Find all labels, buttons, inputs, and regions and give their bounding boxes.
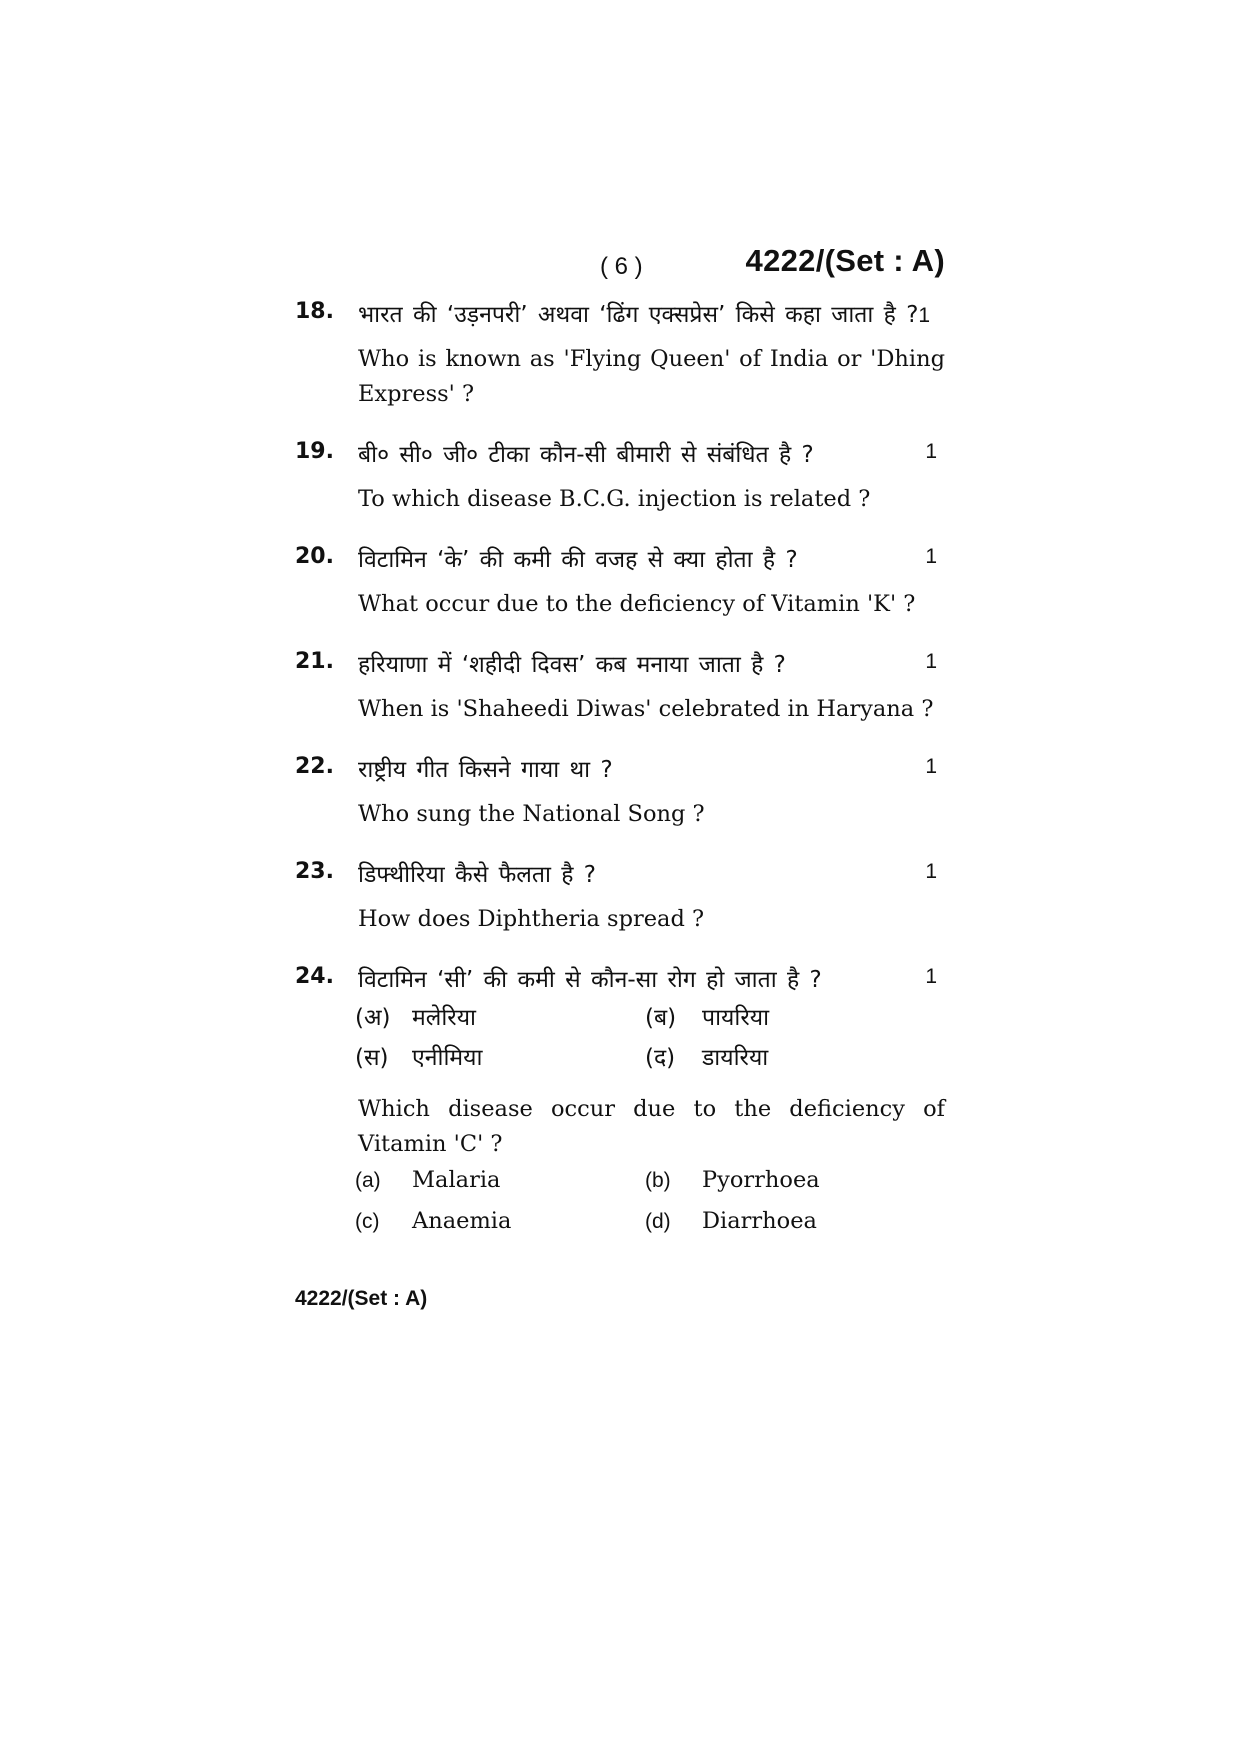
question-marks: 1 bbox=[925, 860, 937, 883]
question-24 bbox=[295, 962, 945, 1237]
question-number: 19. bbox=[295, 439, 334, 464]
question-23 bbox=[295, 857, 945, 937]
question-22 bbox=[295, 752, 945, 832]
paper-code-header: 4222/(Set : A) bbox=[745, 243, 945, 278]
question-number: 18. bbox=[295, 299, 334, 324]
question-number: 23. bbox=[295, 859, 334, 884]
question-21 bbox=[295, 647, 945, 727]
question-number: 20. bbox=[295, 544, 334, 569]
question-english: What occur due to the deficiency of Vitamin 'K' ? bbox=[358, 591, 916, 617]
question-hindi: विटामिन ‘के’ की कमी की वजह से क्या होता है ? bbox=[358, 547, 798, 573]
question-marks: 1 bbox=[918, 304, 931, 327]
question-hindi: विटामिन ‘सी’ की कमी से कौन-सा रोग हो जाता है ? bbox=[358, 967, 822, 993]
question-marks: 1 bbox=[925, 755, 937, 778]
question-marks: 1 bbox=[925, 965, 937, 988]
options-english: (a) Malaria (b) Pyorrhoea (c) Anaemia (d) Diarrhoea bbox=[355, 1167, 820, 1234]
question-english: Which disease occur due to the deficiency of Vitamin 'C' ? bbox=[358, 1096, 945, 1157]
question-marks: 1 bbox=[925, 440, 937, 463]
question-english: When is 'Shaheedi Diwas' celebrated in Haryana ? bbox=[358, 696, 934, 722]
question-english: How does Diphtheria spread ? bbox=[358, 906, 705, 932]
question-19 bbox=[295, 437, 945, 517]
page-header bbox=[295, 243, 945, 293]
question-hindi: राष्ट्रीय गीत किसने गाया था ? bbox=[358, 757, 613, 783]
options-hindi: (अ) मलेरिया (ब) पायरिया (स) एनीमिया (द) डायरिया bbox=[355, 1005, 770, 1071]
question-marks: 1 bbox=[925, 650, 937, 673]
question-number: 22. bbox=[295, 754, 334, 779]
page-number: ( 6 ) bbox=[600, 253, 643, 280]
question-hindi: बी० सी० जी० टीका कौन-सी बीमारी से संबंधित है ? bbox=[358, 442, 814, 468]
question-18 bbox=[295, 297, 945, 407]
paper-code-footer: 4222/(Set : A) bbox=[295, 1287, 428, 1310]
question-hindi: डिफ्थीरिया कैसे फैलता है ? bbox=[358, 862, 597, 888]
question-number: 21. bbox=[295, 649, 334, 674]
question-english: Who is known as 'Flying Queen' of India or 'Dhing Express' ? bbox=[358, 346, 945, 407]
question-marks: 1 bbox=[925, 545, 937, 568]
question-number: 24. bbox=[295, 964, 334, 989]
question-english: Who sung the National Song ? bbox=[358, 801, 705, 827]
question-hindi: हरियाणा में ‘शहीदी दिवस’ कब मनाया जाता है ? bbox=[358, 652, 786, 678]
question-english: To which disease B.C.G. injection is related ? bbox=[358, 486, 871, 512]
question-20 bbox=[295, 542, 945, 622]
question-hindi: भारत की ‘उड़नपरी’ अथवा ‘ढिंग एक्सप्रेस’ किसे कहा जाता है ?1 bbox=[358, 302, 931, 328]
